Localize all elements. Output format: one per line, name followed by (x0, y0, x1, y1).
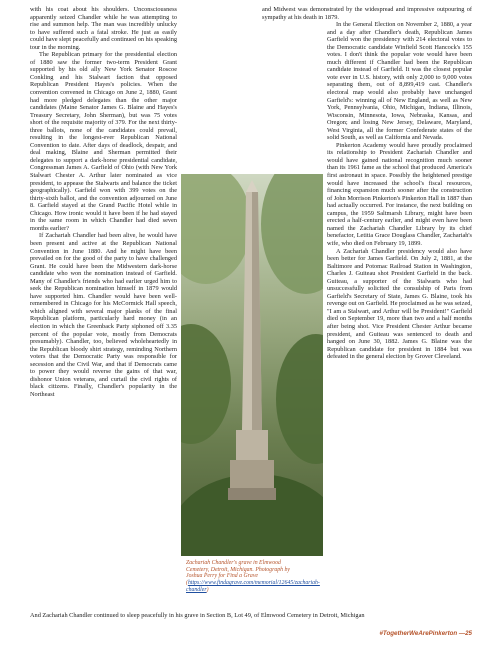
caption-close: ) (206, 586, 209, 593)
closing-line: And Zachariah Chandler continued to sleep peacefully in his grave in Section B, Lot 49, of Elmwood Cemetery in Detroit, Michigan (30, 612, 365, 619)
right-paragraph-3: Pinkerton Academy would have proudly proclaimed its relationship to President Zachariah Chandler and would have gained national recognition much sooner than its 1961 fame as the school that produced America's first astronaut in space. Possibly the heightened prestige would have increased the school's fiscal resources, financing expansion much sooner after the construction of John Morrison Pinkerton's Pinkerton Hall in 1887 than had actually occurred. For instance, the next building on campus, the 1959 Saltmarsh Library, might have been erected a half-century earlier, and might even have been named the Zachariah Chandler Library by its chief benefactor, Letitia Grace Douglass Chandler, Zachariah's wife, who died on February 19, 1899. (327, 141, 472, 247)
obelisk-monument (228, 180, 276, 500)
footer-separator: — (457, 630, 466, 637)
right-paragraph-4: A Zachariah Chandler presidency would also have been better for James Garfield. On July 2, 1881, at the Baltimore and Potomac Railroad Station in Washington, Charles J. Guiteau shot President Garfield in the back. Guiteau, a supporter of the Stalwarts who had unsuccessfully solicited the consulship of Paris from Garfield's Secretary of State, James G. Blaine, took his revenge out on Garfield. He proclaimed as he was seized, "I am a Stalwart, and Arthur will be President!" Garfield died on September 19, more than two and a half months after being shot. Vice President Chester Arthur became president, and Guiteau was sentenced to death and hanged on June 30, 1882. James G. Blaine was the Republican candidate for president in 1884 but was defeated in the general election by Grover Cleveland. (327, 247, 472, 361)
page-number: 25 (465, 630, 472, 637)
photo-caption (186, 560, 320, 594)
left-paragraph-1: with his coat about his shoulders. Unconsciousness apparently seized Chandler while he was attempting to rise and summon help. The man was incredibly unlucky to have suffered such a fatal stroke. He just as easily could have slept peacefully and continued on his speaking tour in the morning. (30, 6, 177, 51)
page-footer (379, 630, 472, 637)
right-paragraph-2: In the General Election on November 2, 1880, a year and a day after Chandler's death, Republican James Garfield won the presidency with 214 electoral votes to the Democratic candidate Winfield Scott Hancock's 155 votes. I don't think the popular vote would have been much different if Chandler had been the Republican candidate instead of Garfield. It was the closest popular vote ever in U.S. history, with only 2,000 to 9,000 votes separating them, out of 8,899,419 cast. Chandler's electoral map would also probably have unchanged Garfield's: winning all of New England, as well as New York, Pennsylvania, Ohio, Michigan, Indiana, Illinois, Wisconsin, Minnesota, Iowa, Nebraska, Kansas, and Oregon; and losing New Jersey, Delaware, Maryland, West Virginia, all the former Confederate states of the solid South, as well as California and Nevada. (327, 21, 472, 142)
grave-photo (181, 174, 323, 556)
left-paragraph-3: If Zachariah Chandler had been alive, he would have been present and active at the Republican National Convention in June 1880. And he might have been prevailed on for the good of the party to have challenged Grant. He could have been the Midwestern dark-horse candidate who won the nomination instead of Garfield. Many of Chandler's friends who had earlier urged him to seek the Republican nomination himself in 1879 would have supported him. Chandler would have been well-remembered in Chicago for his McCormick Hall speech, which aligned with several major planks of the final Republican platform, particularly hard money (in an election in which the Greenback Party siphoned off 3.35 percent of the popular vote, mostly from Democrats presumably). Chandler, too, believed wholeheartedly in the Republican bloody shirt strategy, reminding Northern voters that the Democratic Party was responsible for secession and the Civil War, and that if Democrats came to power they would reverse the gains of that war, dishonor Union veterans, and curtail the civil rights of black citizens. Finally, Chandler's popularity in the Northeast (30, 232, 177, 398)
caption-link[interactable]: https://www.findagrave.com/memorial/12645/zachariah-chandler (186, 580, 320, 593)
footer-hashtag: #TogetherWeArePinkerton (379, 630, 458, 637)
right-paragraph-1: and Midwest was demonstrated by the widespread and impressive outpouring of sympathy at his death in 1879. (262, 6, 472, 21)
caption-text: Zachariah Chandler's grave in Elmwood Cemetery, Detroit, Michigan. Photograph by Joshua Perry for Find a Grave ( (186, 560, 290, 587)
left-paragraph-2: The Republican primary for the presidential election of 1880 saw the former two-term President Grant supported by his old ally New York Senator Roscoe Conkling and his Stalwart faction that opposed Republican President Hayes's policies. When the convention convened in Chicago on June 2, 1880, Grant had more pledged delegates than the other major candidates (Maine Senator James G. Blaine and Hayes's Treasury Secretary, John Sherman), but was 75 votes short of the requisite majority of 379. For the next thirty-three ballots, none of the candidates could prevail, resulting in the longest-ever Republican National Convention to date. After days of deadlock, despair, and deal making, Blaine and Sherman permitted their delegates to support a dark-horse presidential candidate, Congressman James A. Garfield of Ohio (with New York Stalwart Chester A. Arthur later nominated as vice president, to appease the Stalwarts and balance the ticket geographically). Garfield won with 399 votes on the thirty-sixth ballot, and the convention adjourned on June 8. Garfield stayed at the Grand Pacific Hotel while in Chicago. How ironic would it have been if he had stayed in the same room in which Chandler had died seven months earlier? (30, 51, 177, 232)
